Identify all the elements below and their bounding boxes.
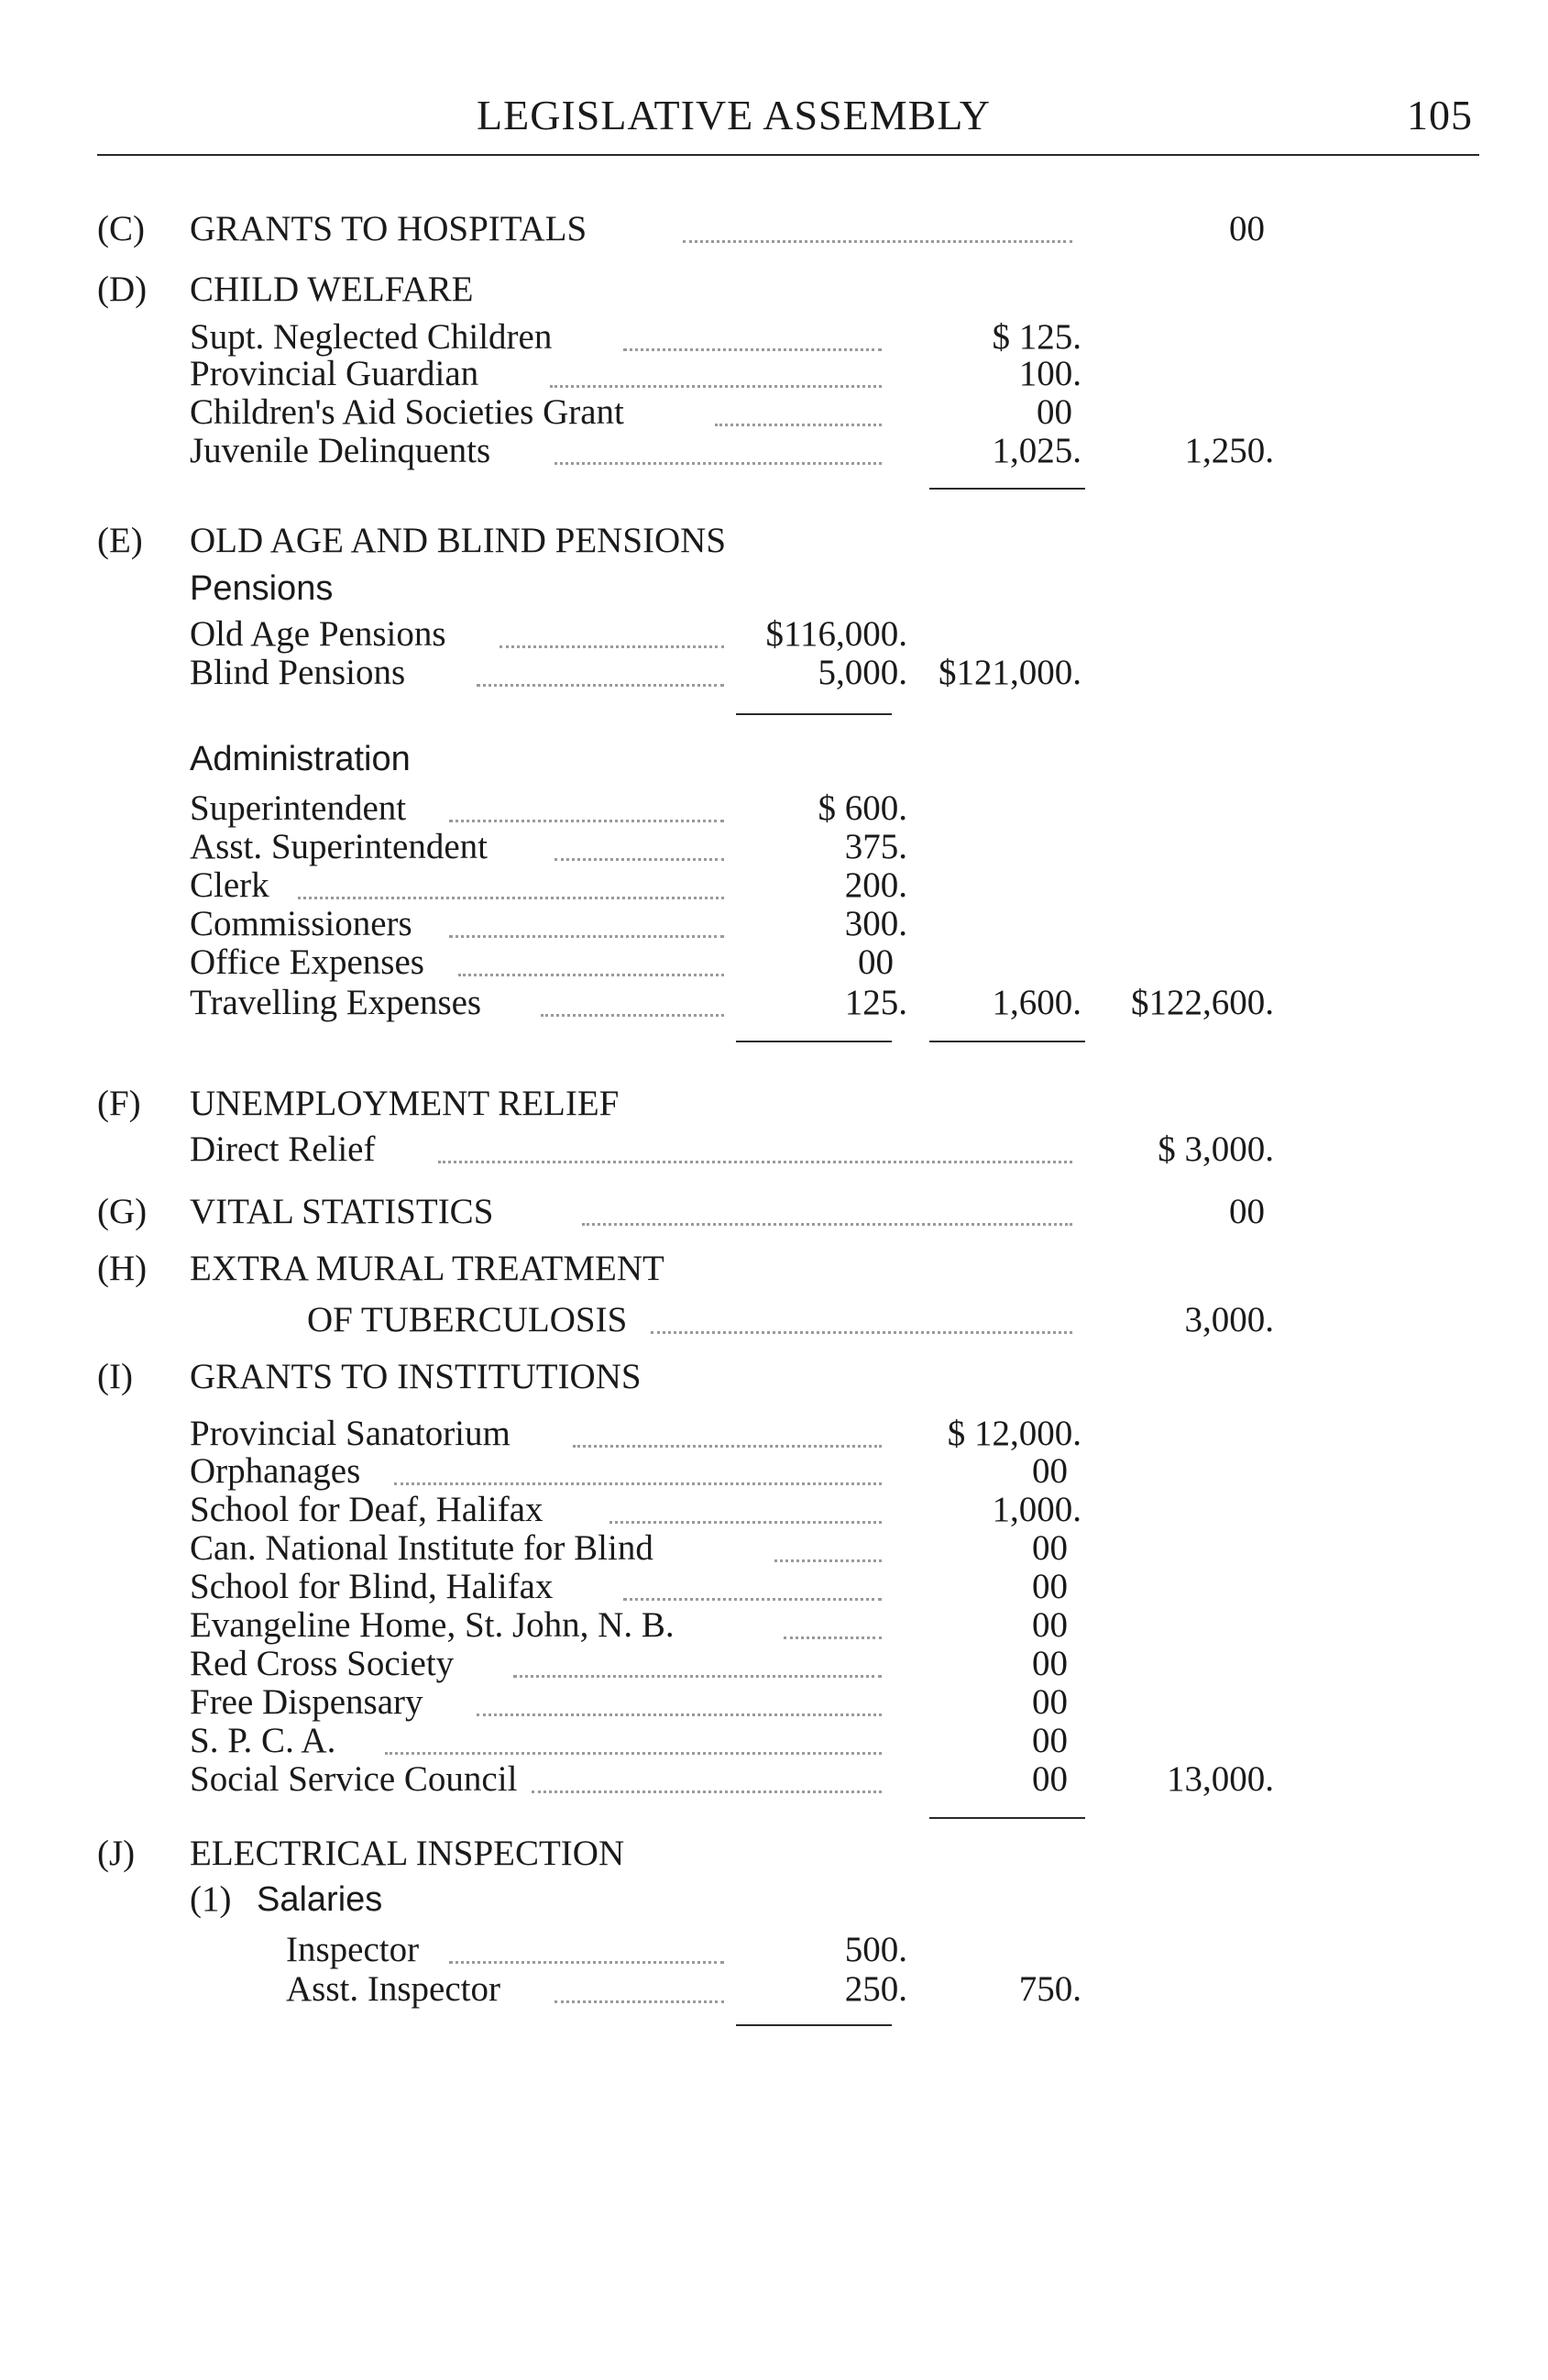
leader-dots: [394, 1482, 882, 1485]
subtotal-rule: [929, 488, 1085, 490]
leader-dots: [298, 897, 724, 899]
section-j-letter: (J): [97, 1834, 136, 1873]
leader-dots: [477, 684, 724, 687]
line-item-label: Free Dispensary: [190, 1682, 423, 1722]
leader-dots: [458, 974, 724, 976]
leader-dots: [683, 240, 1072, 243]
line-item-label: Can. National Institute for Blind: [190, 1528, 653, 1568]
line-item-amount: $ 600.: [818, 788, 907, 828]
section-f-letter: (F): [97, 1084, 141, 1123]
section-f-total: $ 3,000.: [1158, 1129, 1274, 1169]
line-item-label: Direct Relief: [190, 1129, 376, 1169]
line-item-amount: 5,000.: [818, 653, 907, 692]
leader-dots: [715, 424, 882, 426]
line-item-amount: 00: [1032, 1644, 1068, 1683]
page-title: LEGISLATIVE ASSEMBLY: [477, 92, 992, 138]
leader-dots: [554, 858, 724, 861]
leader-dots: [449, 1961, 724, 1964]
leader-dots: [651, 1331, 1072, 1334]
line-item-label: Asst. Inspector: [286, 1969, 500, 2009]
line-item-amount: 200.: [844, 865, 907, 905]
leader-dots: [623, 348, 882, 351]
subsection-letter: (1): [190, 1879, 232, 1919]
administration-subtotal: 1,600.: [992, 983, 1081, 1022]
leader-dots: [477, 1713, 882, 1716]
line-item-label: Supt. Neglected Children: [190, 317, 553, 357]
line-item-label: S. P. C. A.: [190, 1721, 336, 1760]
subtotal-rule: [929, 1041, 1085, 1042]
header-rule: [97, 154, 1479, 156]
leader-dots: [438, 1161, 1072, 1163]
section-g-title: VITAL STATISTICS: [190, 1192, 494, 1231]
line-item-amount: 1,025.: [992, 431, 1081, 470]
leader-dots: [582, 1223, 1072, 1226]
subtotal-rule: [929, 1817, 1085, 1819]
line-item-label: Clerk: [190, 865, 269, 905]
leader-dots: [554, 462, 882, 465]
section-g-total: 00: [1229, 1192, 1265, 1231]
pensions-heading: Pensions: [190, 569, 334, 608]
subtotal-rule: [736, 1041, 892, 1042]
section-f-title: UNEMPLOYMENT RELIEF: [190, 1084, 620, 1123]
line-item-label: Social Service Council: [190, 1759, 518, 1799]
line-item-label: Children's Aid Societies Grant: [190, 392, 624, 432]
section-d-total: 1,250.: [1184, 431, 1274, 470]
line-item-amount: 00: [1032, 1567, 1068, 1606]
line-item-amount: 00: [1032, 1682, 1068, 1722]
line-item-label: Provincial Sanatorium: [190, 1414, 511, 1453]
section-h-letter: (H): [97, 1249, 148, 1288]
section-i-total: 13,000.: [1167, 1759, 1274, 1799]
line-item-amount: 00: [1032, 1759, 1068, 1799]
line-item-amount: 1,000.: [992, 1490, 1081, 1529]
line-item-amount: $ 125.: [992, 317, 1081, 357]
leader-dots: [500, 645, 724, 648]
line-item-amount: 125.: [844, 983, 907, 1022]
section-c-letter: (C): [97, 209, 145, 248]
line-item-label: Office Expenses: [190, 942, 424, 982]
leader-dots: [554, 2000, 724, 2003]
section-i-title: GRANTS TO INSTITUTIONS: [190, 1357, 642, 1396]
line-item-label: School for Deaf, Halifax: [190, 1490, 543, 1529]
section-i-letter: (I): [97, 1357, 133, 1396]
section-g-letter: (G): [97, 1192, 148, 1231]
line-item-amount: 00: [858, 942, 894, 982]
line-item-amount: $116,000.: [765, 614, 907, 654]
line-item-amount: 00: [1032, 1451, 1068, 1491]
line-item-label: Asst. Superintendent: [190, 827, 488, 866]
line-item-amount: 375.: [844, 827, 907, 866]
leader-dots: [609, 1521, 882, 1524]
line-item-label: Provincial Guardian: [190, 354, 479, 393]
section-j-title: ELECTRICAL INSPECTION: [190, 1834, 625, 1873]
pensions-subtotal: $121,000.: [939, 653, 1081, 692]
line-item-label: Orphanages: [190, 1451, 361, 1491]
line-item-label: School for Blind, Halifax: [190, 1567, 554, 1606]
line-item-label: Evangeline Home, St. John, N. B.: [190, 1605, 675, 1645]
leader-dots: [532, 1791, 882, 1793]
line-item-label: Blind Pensions: [190, 653, 406, 692]
subtotal-rule: [736, 2024, 892, 2026]
leader-dots: [623, 1598, 882, 1601]
page-number: 105: [1407, 92, 1473, 138]
line-item-amount: 300.: [844, 904, 907, 943]
administration-heading: Administration: [190, 740, 411, 778]
section-e-letter: (E): [97, 521, 143, 560]
section-h-total: 3,000.: [1184, 1300, 1274, 1339]
leader-dots: [774, 1559, 882, 1562]
section-e-title: OLD AGE AND BLIND PENSIONS: [190, 521, 727, 560]
line-item-amount: 00: [1032, 1528, 1068, 1568]
section-c-title: GRANTS TO HOSPITALS: [190, 209, 587, 248]
line-item-label: Inspector: [286, 1930, 420, 1969]
leader-dots: [784, 1636, 882, 1639]
subtotal-rule: [736, 713, 892, 715]
line-item-amount: 00: [1032, 1721, 1068, 1760]
line-item-label: Commissioners: [190, 904, 412, 943]
section-h-title-line2: OF TUBERCULOSIS: [307, 1300, 628, 1339]
line-item-amount: 00: [1037, 392, 1072, 432]
leader-dots: [385, 1752, 882, 1755]
leader-dots: [550, 385, 882, 388]
line-item-label: Superintendent: [190, 788, 407, 828]
leader-dots: [449, 935, 724, 938]
section-h-title-line1: EXTRA MURAL TREATMENT: [190, 1249, 664, 1288]
line-item-amount: $ 12,000.: [947, 1414, 1081, 1453]
line-item-label: Juvenile Delinquents: [190, 431, 491, 470]
line-item-label: Red Cross Society: [190, 1644, 455, 1683]
line-item-amount: 100.: [1018, 354, 1081, 393]
section-c-total: 00: [1229, 209, 1265, 248]
line-item-label: Old Age Pensions: [190, 614, 446, 654]
section-j-subtotal: 750.: [1018, 1969, 1081, 2009]
section-e-total: $122,600.: [1131, 983, 1274, 1022]
line-item-amount: 250.: [844, 1969, 907, 2009]
leader-dots: [449, 820, 724, 822]
leader-dots: [541, 1014, 724, 1017]
line-item-amount: 00: [1032, 1605, 1068, 1645]
section-d-letter: (D): [97, 270, 148, 309]
line-item-label: Travelling Expenses: [190, 983, 482, 1022]
section-d-title: CHILD WELFARE: [190, 270, 474, 309]
line-item-amount: 500.: [844, 1930, 907, 1969]
leader-dots: [573, 1445, 882, 1448]
leader-dots: [513, 1675, 882, 1678]
salaries-heading: Salaries: [257, 1880, 383, 1919]
